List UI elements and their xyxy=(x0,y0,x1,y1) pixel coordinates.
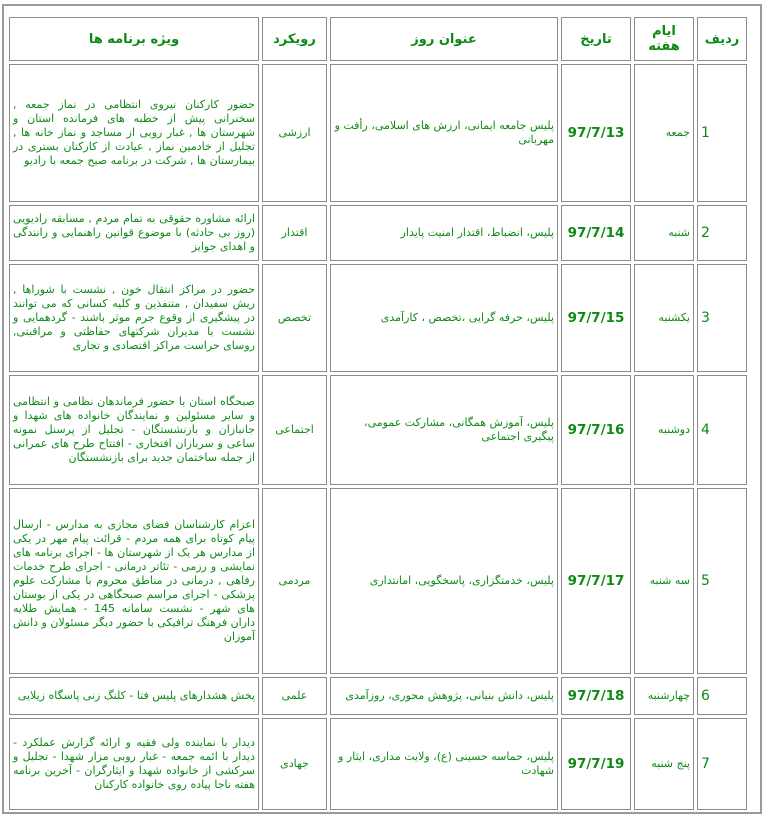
table-row xyxy=(9,375,747,485)
row-number: 2 xyxy=(697,205,747,261)
table-row xyxy=(9,64,747,202)
table-row xyxy=(9,677,747,715)
day-title: پلیس، خدمتگزاری، پاسخگویی، امانتداری xyxy=(330,488,558,674)
header-programs: ویژه برنامه ها xyxy=(9,17,259,61)
programs: پخش هشدارهای پلیس فتا - کلنگ زنی پاسگاه زیلایی xyxy=(9,677,259,715)
header-row-number: ردیف xyxy=(697,17,747,61)
programs: حضور کارکنان نیروی انتظامی در نماز جمعه , سخنرانی پیش از خطبه های فرمانده استان و شهرستان ها , غبار روبی از مساجد و نماز خانه ها , تجلیل از خادمین نماز , عیادت از کارکنان بستری در بیمارستان ها , شرکت در برنامه صبح جمعه با رادیو xyxy=(9,64,259,202)
programs: دیدار با نماینده ولی فقیه و ارائه گزارش عملکرد - دیدار با ائمه جمعه - غبار روبی مزار شهدا - تجلیل و سرکشی از خانواده شهدا و ایثارگران - آخرین برنامه هفته ناجا پیاده روی خانواده کارکنان xyxy=(9,718,259,810)
approach: ارزشی xyxy=(262,64,327,202)
programs: اعزام کارشناسان فضای مجازی به مدارس - ارسال پیام کوتاه برای همه مردم - قرائت پیام مهر در یکی از مدارس هر یک از شهرستان ها - اجرای برنامه های نمایشی و رزمی - تئاتر درمانی - اجرای طرح خدمات رفاهی , درمانی در مناطق محروم با مشارکت علوم پزشکی - اجرای مراسم صبحگاهی در یکی از بوستان های شهر - نشست سامانه 145 - همایش طلایه داران فرهنگ ترافیکی با حضور دیگر مسئولان و دانش آموزان xyxy=(9,488,259,674)
table-row xyxy=(9,264,747,372)
day-title: پلیس، حماسه حسینی (ع)، ولایت مداری، ایثار و شهادت xyxy=(330,718,558,810)
table-row xyxy=(9,205,747,261)
table-header-row xyxy=(9,17,747,61)
programs: حضور در مراکز انتقال خون , نشست با شوراها , ریش سفیدان , متنفذین و کلیه کسانی که می توانند در پیشگیری از وقوع جرم موثر باشند - گردهمایی و نشست با مدیران شرکتهای حفاظتی و مراقبتی, روسای حراست مراکز اقتصادی و تجاری xyxy=(9,264,259,372)
row-number: 6 xyxy=(697,677,747,715)
day-title: پلیس، انضباط، اقتدار امنیت پایدار xyxy=(330,205,558,261)
table-row xyxy=(9,488,747,674)
approach: اجتماعی xyxy=(262,375,327,485)
weekday: جمعه xyxy=(634,64,694,202)
weekday: سه شنبه xyxy=(634,488,694,674)
approach: اقتدار xyxy=(262,205,327,261)
date: 97/7/13 xyxy=(561,64,631,202)
date: 97/7/17 xyxy=(561,488,631,674)
weekday: پنج شنبه xyxy=(634,718,694,810)
day-title: پلیس جامعه ایمانی، ارزش های اسلامی، رأفت و مهربانی xyxy=(330,64,558,202)
date: 97/7/19 xyxy=(561,718,631,810)
row-number: 5 xyxy=(697,488,747,674)
programs: ارائه مشاوره حقوقی به تمام مردم , مسابقه رادیویی (روز بی حادثه) با موضوع قوانین راهنمایی و رانندگی و اهدای جوایز xyxy=(9,205,259,261)
approach: تخصص xyxy=(262,264,327,372)
weekday: دوشنبه xyxy=(634,375,694,485)
programs: صبحگاه استان با حضور فرماندهان نظامی و انتظامی و سایر مسئولین و نمایندگان خانواده های شهدا و جانبازان و بازنشستگان - تجلیل از پرسنل نمونه ساعی و سربازان افتخاری - افتتاح طرح های عمرانی از جمله ساختمان جدید برای بازنشستگان xyxy=(9,375,259,485)
table-row xyxy=(9,718,747,810)
row-number: 7 xyxy=(697,718,747,810)
header-weekday: ایام هفته xyxy=(634,17,694,61)
row-number: 3 xyxy=(697,264,747,372)
day-title: پلیس، حرفه گرایی ،تخصص ، کارآمدی xyxy=(330,264,558,372)
header-date: تاریخ xyxy=(561,17,631,61)
date: 97/7/14 xyxy=(561,205,631,261)
approach: جهادی xyxy=(262,718,327,810)
day-title: پلیس، آموزش همگانی، مشارکت عمومی، پیگیری اجتماعی xyxy=(330,375,558,485)
date: 97/7/18 xyxy=(561,677,631,715)
row-number: 4 xyxy=(697,375,747,485)
weekday: شنبه xyxy=(634,205,694,261)
approach: علمی xyxy=(262,677,327,715)
date: 97/7/16 xyxy=(561,375,631,485)
date: 97/7/15 xyxy=(561,264,631,372)
header-day-title: عنوان روز xyxy=(330,17,558,61)
row-number: 1 xyxy=(697,64,747,202)
weekday: یکشنبه xyxy=(634,264,694,372)
header-approach: رویکرد xyxy=(262,17,327,61)
weekday: چهارشنبه xyxy=(634,677,694,715)
approach: مردمی xyxy=(262,488,327,674)
day-title: پلیس، دانش بنیانی، پژوهش محوری، روزآمدی xyxy=(330,677,558,715)
program-table xyxy=(6,14,750,813)
